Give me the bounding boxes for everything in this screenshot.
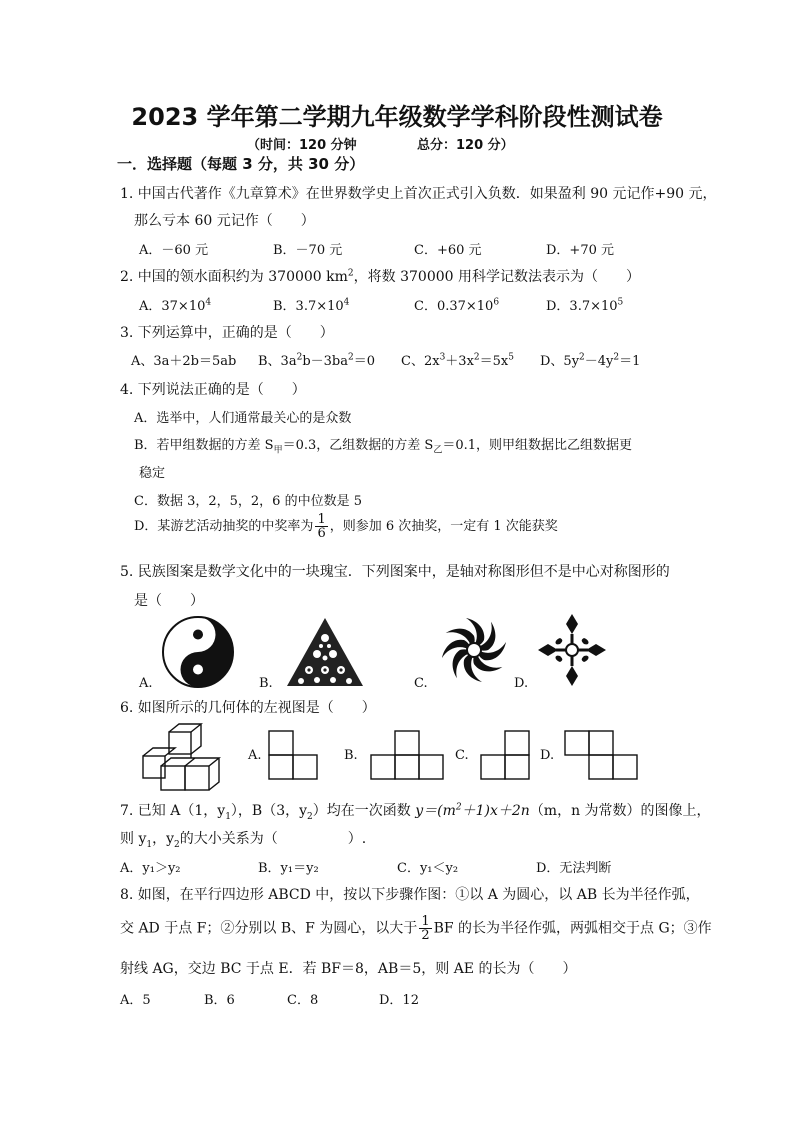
q2-d-exp: 5	[617, 297, 624, 308]
q3-d-exp1: 2	[579, 352, 585, 363]
q1-line2: 那么亏本 60 元记作（ ）	[134, 213, 315, 229]
section-title: 一．选择题（每题 3 分，共 30 分）	[117, 155, 365, 173]
q7-l1-b: ），B（3，y	[230, 803, 308, 819]
q2-b-exp: 4	[343, 297, 350, 308]
q4-b-2: ＝0.3，乙组数据的方差 S	[282, 438, 434, 453]
q2-stem-sup: 2	[347, 268, 354, 279]
cross-ornament-icon	[536, 612, 608, 688]
q6-option-d-view	[564, 730, 640, 780]
q5-option-a: A.	[139, 676, 153, 691]
q6-option-d: D.	[540, 748, 555, 763]
q4-d-1: D．某游艺活动抽奖的中奖率为	[134, 519, 314, 534]
q1-option-d: D．+70 元	[546, 243, 614, 258]
q7-option-a: A．y₁＞y₂	[120, 861, 181, 876]
q5-option-d: D.	[514, 676, 529, 691]
q7-l2-a: 则 y	[120, 831, 147, 847]
q6-option-c-view	[480, 730, 532, 780]
q3-c-3: ＝5x	[479, 354, 509, 369]
q1-option-c: C．+60 元	[414, 243, 482, 258]
q5-line2: 是（ ）	[134, 593, 204, 609]
q2-stem-a: 2. 中国的领水面积约为 370000 km	[120, 269, 348, 285]
q4-d-num: 1	[317, 512, 326, 527]
q4-option-b-line2: 稳定	[139, 466, 166, 481]
page-title: 2023 学年第二学期九年级数学学科阶段性测试卷	[131, 103, 663, 131]
q6-option-a-view	[268, 730, 320, 780]
q1-option-b: B．－70 元	[273, 243, 343, 258]
q7-line2: 则 $y_1$，$y_2$的大小关系为（ ）.	[120, 831, 367, 850]
q6-stem: 6. 如图所示的几何体的左视图是（ ）	[120, 700, 376, 716]
q4-d-2: ，则参加 6 次抽奖，一定有 1 次能获奖	[329, 519, 558, 534]
q7-option-c: C．y₁＜y₂	[397, 861, 459, 876]
q3-option-d	[540, 350, 640, 369]
q7-line1: 7. 已知 A（1，$y_1$），B（3，$y_2$）均在一次函数 $y=(m^2+1)x+2n(m$，n 为常数）的图像上，	[120, 802, 711, 822]
q4-option-a: A．选举中，人们通常最关心的是众数	[134, 411, 352, 426]
q6-option-a: A.	[248, 748, 262, 763]
q5-line1: 5. 民族图案是数学文化中的一块瑰宝．下列图案中，是轴对称图形但不是中心对称图形的	[120, 564, 670, 580]
q2-a-exp: 4	[205, 297, 212, 308]
q8-line1: 8. 如图，在平行四边形 ABCD 中，按以下步骤作图：①以 A 为圆心，以 AB 长为半径作弧，	[120, 887, 700, 903]
q6-option-b: B.	[344, 748, 358, 763]
q3-c-exp3: 5	[508, 352, 514, 363]
exam-time: （时间：120 分钟	[247, 138, 357, 153]
q4-stem: 4. 下列说法正确的是（ ）	[120, 382, 306, 398]
q2-option-b	[273, 295, 349, 314]
q8-line3: 射线 AG，交边 BC 于点 E．若 BF＝8，AB＝5，则 AE 的长为（ ）	[120, 961, 577, 977]
q4-b-sub1: 甲	[273, 445, 283, 456]
q2-c-text: C．0.37×10	[414, 299, 494, 314]
q4-d-fraction	[315, 513, 327, 540]
q3-d-exp2: 2	[613, 352, 620, 363]
q2-option-c	[414, 295, 499, 314]
swirl-flower-icon	[436, 612, 512, 688]
q4-option-d	[134, 513, 558, 540]
q2-option-d	[546, 295, 623, 314]
q8-option-d: D．12	[379, 993, 419, 1008]
q2-stem	[120, 266, 640, 286]
q8-option-c: C．8	[287, 993, 319, 1008]
q7-option-b: B．y₁＝y₂	[258, 861, 319, 876]
q8-option-b: B．6	[204, 993, 235, 1008]
q3-d-2: －4y	[584, 354, 614, 369]
q2-d-text: D．3.7×10	[546, 299, 618, 314]
q8-line2	[120, 915, 712, 942]
q7-l2-b: ，y	[152, 831, 175, 847]
q6-option-c: C.	[455, 748, 469, 763]
q4-d-den: 6	[317, 526, 326, 541]
q3-b-exp2: 2	[347, 352, 354, 363]
taiji-icon	[160, 614, 236, 690]
q4-b-3: ＝0.1，则甲组数据比乙组数据更	[442, 438, 633, 453]
q3-b-3: ＝0	[353, 354, 375, 369]
q8-option-a: A．5	[120, 993, 151, 1008]
q3-b-2: b－3ba	[302, 354, 348, 369]
q4-b-sub2: 乙	[433, 445, 443, 456]
q7-l1-d: （m，n 为常数）的图像上，	[529, 803, 711, 819]
q3-stem: 3. 下列运算中，正确的是（ ）	[120, 325, 334, 341]
q2-a-text: A．37×10	[139, 299, 206, 314]
q3-d-3: ＝1	[619, 354, 641, 369]
q8-l2-a: 交 AD 于点 F；②分别以 B、F 为圆心，以大于	[120, 920, 418, 937]
q3-c-exp2: 2	[473, 352, 480, 363]
q3-option-a: A、3a＋2b＝5ab	[131, 354, 237, 369]
q3-d-1: D、5y	[540, 354, 580, 369]
q7-option-d: D．无法判断	[536, 861, 612, 876]
q7-func-a: y＝(m	[415, 803, 456, 819]
q3-c-exp1: 3	[439, 352, 446, 363]
q6-option-b-view	[370, 730, 446, 780]
q5-option-b: B.	[259, 676, 273, 691]
exam-total-score: 总分：120 分）	[417, 138, 514, 153]
q3-b-exp1: 2	[296, 352, 303, 363]
q7-l2-c: 的大小关系为（ ）.	[179, 831, 367, 847]
q8-num: 1	[421, 914, 430, 929]
q4-b-1: B．若甲组数据的方差 S	[134, 438, 274, 453]
q8-fraction	[419, 915, 431, 942]
q8-den: 2	[421, 928, 430, 943]
q2-stem-b: ，将数 370000 用科学记数法表示为（ ）	[353, 269, 640, 285]
q7-l1-a: 7. 已知 A（1，y	[120, 803, 226, 819]
q3-option-c	[401, 350, 514, 369]
triangle-pattern-icon	[285, 616, 365, 688]
q4-option-b	[134, 434, 632, 456]
q3-b-1: B、3a	[258, 354, 297, 369]
cube-solid-figure	[139, 720, 231, 792]
q8-l2-b: BF 的长为半径作弧，两弧相交于点 G；③作	[433, 920, 712, 937]
q2-c-exp: 6	[493, 297, 500, 308]
q2-b-text: B．3.7×10	[273, 299, 344, 314]
q3-c-1: C、2x	[401, 354, 440, 369]
q3-c-2: ＋3x	[445, 354, 474, 369]
q5-option-c: C.	[414, 676, 428, 691]
q1-line1: 1. 中国古代著作《九章算术》在世界数学史上首次正式引入负数．如果盈利 90 元记作+90 元，	[120, 186, 717, 202]
q4-option-c: C．数据 3，2，5，2，6 的中位数是 5	[134, 494, 362, 509]
q3-option-b	[258, 350, 375, 369]
q7-func-b: ＋1)x＋2n	[461, 803, 530, 819]
q7-l1-c: ）均在一次函数	[312, 803, 411, 819]
q1-option-a: A．－60 元	[139, 243, 209, 258]
q2-option-a	[139, 295, 211, 314]
